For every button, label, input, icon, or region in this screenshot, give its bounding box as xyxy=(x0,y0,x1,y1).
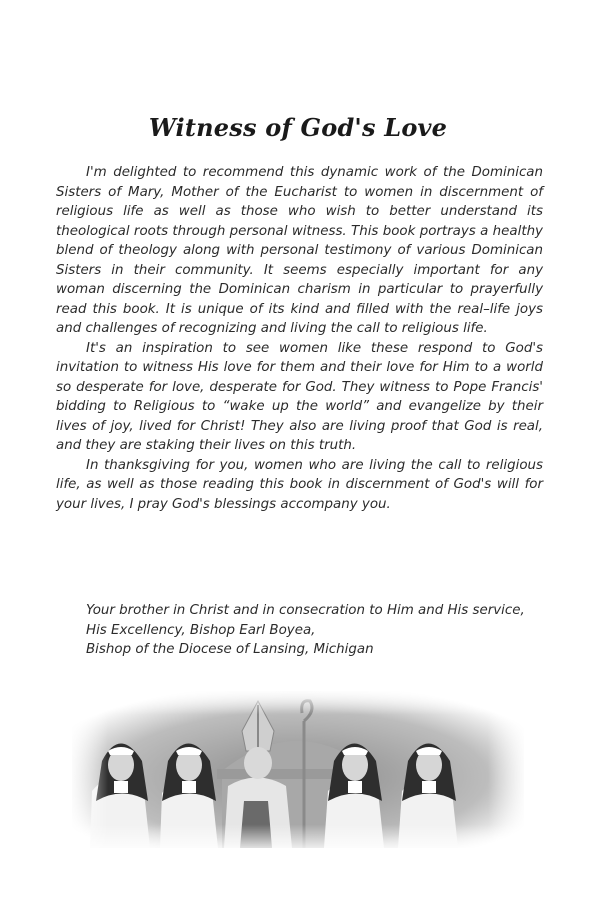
paragraph-2: It's an inspiration to see women like these respond to God's invitation to witness His love for them and their love for Him to a world so desperate for love, desperate for God. They witness to Pope Francis' bidding to Religious to “wake up the world” and evangelize by their lives of joy, lived for Christ! They also are living proof that God is real, and they are staking their lives on this truth. xyxy=(56,340,543,453)
page-title: Witness of God's Love xyxy=(148,113,448,142)
closing-line: Your brother in Christ and in consecration to Him and His service, xyxy=(86,603,525,618)
signature-block xyxy=(56,601,543,660)
group-photo xyxy=(72,691,524,848)
signatory-name: His Excellency, Bishop Earl Boyea, xyxy=(86,622,316,638)
signatory-role: Bishop of the Diocese of Lansing, Michigan xyxy=(86,642,374,657)
paragraph-3: In thanksgiving for you, women who are living the call to religious life, as well as those reading this book in discernment of God's will for your lives, I pray God's blessings accompany you. xyxy=(56,457,543,512)
paragraph-1: I'm delighted to recommend this dynamic work of the Dominican Sisters of Mary, Mother of the Eucharist to women in discernment of religious life as well as those who wish to better understand its theological roots through personal witness. This book portrays a healthy blend of theology along with personal testimony of various Dominican Sisters in their community. It seems especially important for any woman discerning the Dominican charism in particular to prayerfully read this book. It is unique of its kind and filled with the real–life joys and challenges of recognizing and living the call to religious life. xyxy=(56,165,543,336)
foreword-body xyxy=(56,163,543,514)
